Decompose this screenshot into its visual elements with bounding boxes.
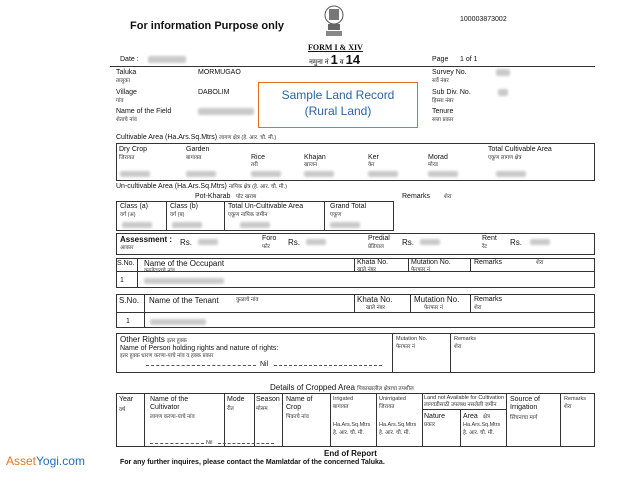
tenant-mutation: Mutation No.: [414, 295, 460, 304]
tenant-row-sno: 1: [126, 318, 130, 325]
namuna-14: 14: [345, 52, 361, 67]
taluka-label: Taluka: [116, 69, 137, 76]
occupant-sno: S.No.: [117, 260, 135, 267]
crop-area: Area: [463, 413, 478, 420]
end-of-report: End of Report: [324, 449, 377, 458]
cropped-divider: [460, 409, 461, 447]
crop-irrigated-units: Ha.Ars.Sq.Mtrs: [333, 422, 371, 428]
crop-dash-left: [150, 443, 204, 444]
foro-label: Foro: [262, 235, 277, 242]
village-dv: गांव: [116, 98, 124, 104]
col-rice: Rice: [251, 154, 266, 161]
cropped-divider: [422, 393, 423, 447]
tenant-divider: [354, 294, 355, 312]
uncultivable-title-en: Un-cultivable Area (Ha.Ars.Sq.Mtrs): [116, 183, 227, 190]
occupant-name-dv: कब्जेदाराचे नांव: [144, 268, 175, 274]
rent-label: Rent: [482, 235, 497, 242]
rs-3: Rs.: [402, 238, 414, 247]
other-divider: [392, 333, 393, 373]
uncult-divider: [166, 201, 167, 231]
tenant-khata-dv: खाते नंबर: [366, 305, 386, 311]
field-name-dv: शेताचे नांव: [116, 117, 137, 123]
other-rights-title: [120, 336, 187, 344]
tenant-name-dv: कुळाचे नांव: [236, 297, 259, 303]
date-value: [148, 56, 186, 63]
col-morad: Morad: [428, 154, 448, 161]
col-morad-dv: मोरड: [428, 162, 438, 168]
grand-total: Grand Total: [330, 203, 367, 210]
cultivable-value: [186, 171, 216, 177]
crop-name-dv: पिकाचे नांव: [286, 414, 309, 420]
tenant-row-name: [150, 319, 206, 325]
date-label: Date :: [120, 56, 139, 63]
tenant-name-label: Name of the Tenant: [149, 296, 219, 305]
occupant-divider: [408, 258, 409, 272]
tenant-header-rule: [116, 312, 595, 313]
namuna-1: 1: [330, 52, 338, 67]
namuna-sep: व: [339, 59, 344, 66]
survey-dv: सर्वे नंबर: [432, 78, 449, 84]
cultivable-value: [251, 171, 281, 177]
uncult-value: [122, 222, 152, 228]
uncult-value: [172, 222, 202, 228]
form-title: FORM I & XIV: [308, 43, 363, 52]
col-drycrop-dv: जिरायत: [119, 155, 135, 161]
foro-value: [306, 239, 326, 245]
cultivable-title: [116, 134, 276, 142]
assessment-value: [198, 239, 218, 245]
cropped-divider: [254, 393, 255, 447]
foro-dv: फोर: [262, 244, 270, 250]
crop-unirrigated-units: Ha.Ars.Sq.Mtrs: [379, 422, 417, 428]
crop-area-units: Ha.Ars.Sq.Mtrs: [463, 422, 501, 428]
state-emblem: [322, 4, 346, 38]
subdiv-value: [498, 89, 508, 96]
predial-label: Predial: [368, 235, 390, 242]
field-name-value: [198, 108, 254, 115]
field-name-label: Name of the Field: [116, 108, 172, 115]
crop-unirrigated-dv: जिरायत: [379, 404, 395, 410]
class-a: Class (a): [120, 203, 149, 210]
survey-value: [496, 69, 510, 76]
grand-total-dv: एकूण: [330, 212, 342, 218]
tenure-dv: सत्ता प्रकार: [432, 117, 454, 123]
crop-notavail: Land not Available for Cultivation: [424, 395, 505, 401]
crop-nil: Nil: [206, 440, 213, 446]
tenure-label: Tenure: [432, 108, 454, 115]
total-uncultivable-dv: एकूण नापिक जमीन: [228, 212, 268, 218]
occupant-khata-dv: खाते नंबर: [357, 267, 377, 273]
taluka-value: MORMUGAO: [198, 69, 241, 76]
tenant-remarks-dv: शेरा: [474, 305, 482, 311]
sample-overlay: [258, 82, 418, 128]
brand-yogi: Yogi.com: [36, 454, 85, 468]
occupant-mutation-dv: फेरफार नं: [411, 267, 430, 273]
cropped-divider: [144, 393, 145, 447]
crop-nature-dv: प्रकार: [424, 422, 436, 428]
crop-name: Name of Crop: [286, 396, 313, 411]
total-uncultivable: Total Un-Cultivable Area: [228, 203, 304, 210]
occupant-remarks-dv: शेरा: [536, 260, 544, 266]
cropped-divider: [282, 393, 283, 447]
crop-cultivator-dv: लागण करणा-याचे नांव: [150, 414, 195, 420]
other-dash-left: [146, 365, 256, 366]
occupant-row-sno: 1: [120, 277, 124, 284]
other-mutation-dv: फेरफार नं: [396, 344, 415, 350]
subdiv-label: Sub Div. No.: [432, 89, 471, 96]
other-remarks-dv: शेरा: [454, 344, 462, 350]
col-khajan: Khajan: [304, 154, 326, 161]
crop-cultivator: Name of the Cultivator: [150, 396, 189, 411]
cultivable-value: [120, 171, 150, 177]
col-total-cultivable-dv: एकूण लागण क्षेत्र: [488, 155, 522, 161]
crop-mode-dv: रीत: [227, 406, 234, 412]
info-heading: For information Purpose only: [130, 20, 285, 32]
cropped-title: [270, 384, 414, 392]
occupant-row-name: [144, 278, 224, 284]
uncult-value: [330, 222, 360, 228]
tenant-sno: S.No.: [119, 296, 140, 305]
brand-logo: [6, 454, 85, 468]
uncult-divider: [224, 201, 225, 231]
cultivable-value: [368, 171, 398, 177]
crop-irrigated-units-dv: हे. आर. चौ. मी.: [333, 430, 365, 436]
col-khajan-dv: खाजन: [304, 162, 318, 168]
rent-dv: रेंट: [482, 244, 488, 250]
rs-1: Rs.: [180, 238, 192, 247]
tenant-mutation-dv: फेरफार नं: [424, 305, 443, 311]
brand-asset: Asset: [6, 454, 37, 468]
other-dash-right: [274, 365, 382, 366]
cropped-divider: [376, 393, 377, 447]
other-remarks: Remarks: [454, 336, 477, 342]
col-garden: Garden: [186, 146, 210, 153]
occupant-mutation: Mutation No.: [411, 259, 451, 266]
crop-year-dv: वर्ष: [119, 407, 126, 413]
other-nil: Nil: [260, 361, 269, 368]
header-rule: [110, 66, 595, 67]
occupant-name-label: Name of the Occupant: [144, 259, 225, 268]
pot-kharab-dv: पोट खराब: [236, 194, 257, 200]
tenant-khata: Khata No.: [357, 295, 393, 304]
occupant-divider: [137, 258, 138, 288]
other-mutation: Mutation No.: [396, 336, 428, 342]
occupant-divider: [354, 258, 355, 272]
assessment-label: Assessment :: [120, 235, 173, 244]
cultivable-title-dv: लागण क्षेत्र (हे. आर. चौ. मी.): [219, 135, 277, 141]
rs-4: Rs.: [510, 238, 522, 247]
cultivable-value: [304, 171, 334, 177]
col-drycrop: Dry Crop: [119, 146, 148, 153]
crop-unirrigated: Unirrigated: [379, 396, 406, 402]
col-total-cultivable: Total Cultivable Area: [488, 146, 552, 153]
uncult-value: [240, 222, 270, 228]
occupant-header-rule: [116, 271, 595, 272]
cropped-subrule: [422, 409, 506, 410]
rent-value: [530, 239, 550, 245]
uncult-remarks: Remarks: [402, 193, 431, 200]
occupant-divider: [470, 258, 471, 272]
class-b: Class (b): [170, 203, 199, 210]
overlay-line1: Sample Land Record: [281, 88, 395, 102]
assessment-label-dv: आकार: [120, 245, 134, 251]
village-value: DABOLIM: [198, 89, 230, 96]
other-rights-en: Other Rights: [120, 335, 165, 344]
uncult-remarks-dv: शेरा: [444, 194, 452, 200]
occupant-khata: Khata No.: [357, 259, 389, 266]
crop-year: Year: [119, 396, 134, 403]
village-label: Village: [116, 89, 137, 96]
crop-source-dv: सिंचनाचा मार्ग: [510, 415, 538, 421]
crop-source: Source of Irrigation: [510, 396, 540, 411]
page-label: Page: [432, 56, 449, 63]
crop-nature: Nature: [424, 413, 446, 420]
tenant-divider: [144, 294, 145, 328]
page-value: 1 of 1: [460, 56, 478, 63]
cropped-divider: [506, 393, 507, 447]
taluka-dv: तालुका: [116, 78, 130, 84]
namuna-line: [309, 52, 360, 67]
crop-irrigated: Irrigated: [333, 396, 354, 402]
crop-mode: Mode: [227, 396, 245, 403]
tenant-remarks: Remarks: [474, 296, 503, 303]
overlay-line2: (Rural Land): [304, 104, 372, 118]
survey-label: Survey No.: [432, 69, 467, 76]
uncultivable-title-dv: नापिक क्षेत्र (हे. आर. चौ. मी.): [228, 184, 287, 190]
tenant-divider: [470, 294, 471, 312]
col-garden-dv: बागायत: [186, 155, 202, 161]
reference-number: 100003873002: [460, 16, 507, 23]
other-rights-line-dv: इतर हुक्क धारण करणा-याचे नांव व हक्क प्रकार: [120, 353, 214, 359]
subdiv-dv: हिस्सा नंबर: [432, 98, 454, 104]
cropped-divider: [330, 393, 331, 447]
crop-remarks-dv: शेरा: [564, 404, 572, 410]
crop-notavail-dv: लागवडीसाठी उपलब्ध नसलेली जमीन: [424, 402, 497, 408]
cropped-title-dv: पिकाखालील क्षेत्राचा तपशील: [357, 386, 414, 392]
occupant-remarks: Remarks: [474, 259, 503, 266]
crop-remarks: Remarks: [564, 396, 587, 402]
crop-area-dv: क्षेत्र: [483, 414, 490, 420]
col-rice-dv: तरी: [251, 162, 258, 168]
col-ker: Ker: [368, 154, 379, 161]
class-b-dv: वर्ग (ब): [170, 212, 185, 218]
footer-note: For any further inquires, please contact the Mamlatdar of the concerned Taluka.: [120, 459, 385, 466]
cultivable-title-en: Cultivable Area (Ha.Ars.Sq.Mtrs): [116, 134, 218, 141]
crop-irrigated-dv: बागायत: [333, 404, 349, 410]
crop-season: Season: [256, 396, 280, 403]
other-rights-dv: इतर हुक्क: [167, 338, 187, 344]
crop-dash-right: [218, 443, 274, 444]
crop-unirrigated-units-dv: हे. आर. चौ. मी.: [379, 430, 411, 436]
cropped-title-en: Details of Cropped Area: [270, 383, 355, 392]
other-divider: [450, 333, 451, 373]
namuna-prefix: नमुना नं: [309, 59, 329, 66]
crop-season-dv: मोसम: [256, 406, 268, 412]
pot-kharab: Pot-Kharab: [195, 193, 231, 200]
col-ker-dv: केर: [368, 162, 375, 168]
cropped-divider: [224, 393, 225, 447]
tenant-divider: [410, 294, 411, 312]
uncultivable-title: [116, 183, 287, 191]
cultivable-value: [428, 171, 458, 177]
other-rights-line: Name of Person holding rights and nature of rights:: [120, 345, 279, 352]
class-a-dv: वर्ग (अ): [120, 212, 136, 218]
predial-value: [420, 239, 440, 245]
cultivable-value: [496, 171, 526, 177]
predial-dv: प्रेडियाल: [368, 244, 384, 250]
crop-area-units-dv: हे. आर. चौ. मी.: [463, 430, 495, 436]
cropped-divider: [560, 393, 561, 447]
rs-2: Rs.: [288, 238, 300, 247]
